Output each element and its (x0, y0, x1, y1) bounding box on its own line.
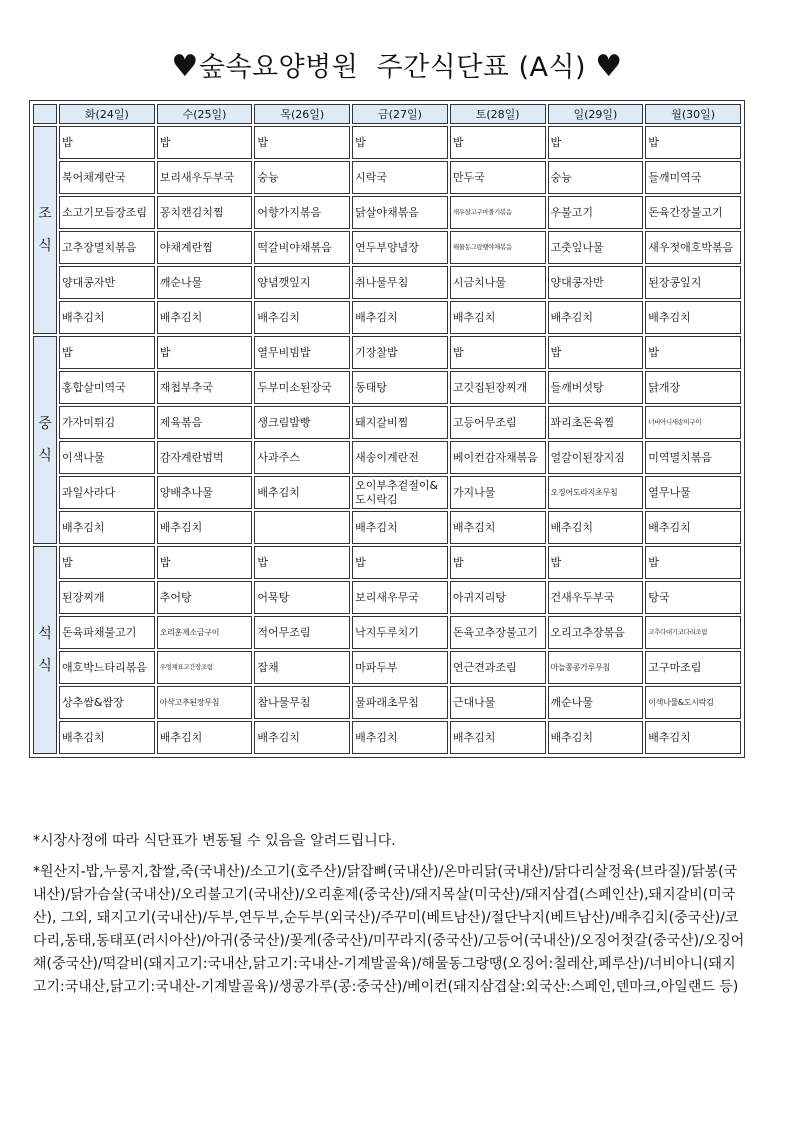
menu-cell: 오징어도라지초무침 (548, 476, 644, 509)
menu-cell: 두부미소된장국 (254, 371, 350, 404)
day-header: 목(26일) (254, 104, 350, 124)
menu-cell: 시락국 (352, 161, 448, 194)
menu-row (33, 266, 741, 299)
menu-cell: 미역멸치볶음 (645, 441, 741, 474)
menu-cell: 사과주스 (254, 441, 350, 474)
menu-row (33, 616, 741, 649)
notes-section (33, 830, 745, 1007)
menu-cell: 배추김치 (450, 511, 546, 544)
menu-cell: 밥 (59, 546, 155, 579)
menu-row (33, 336, 741, 369)
menu-cell: 해물동그랑땡야채볶음 (450, 231, 546, 264)
menu-cell: 탕국 (645, 581, 741, 614)
menu-cell: 양념깻잎지 (254, 266, 350, 299)
meal-label (33, 336, 57, 544)
menu-cell: 밥 (645, 336, 741, 369)
menu-cell: 배추김치 (352, 511, 448, 544)
meal-label-bottom: 식 (38, 448, 52, 464)
menu-cell: 열무나물 (645, 476, 741, 509)
menu-cell: 베이컨감자채볶음 (450, 441, 546, 474)
menu-cell: 배추김치 (645, 301, 741, 334)
meal-label-top: 조 (38, 206, 52, 222)
menu-cell: 밥 (254, 126, 350, 159)
menu-cell: 배추김치 (645, 721, 741, 754)
menu-cell: 오리훈제소금구이 (157, 616, 253, 649)
menu-cell: 배추김치 (157, 721, 253, 754)
menu-cell: 고깃집된장찌개 (450, 371, 546, 404)
menu-row (33, 686, 741, 719)
menu-cell: 깨순나물 (548, 686, 644, 719)
menu-cell: 낙지두루치기 (352, 616, 448, 649)
menu-cell: 고추장멸치볶음 (59, 231, 155, 264)
menu-cell: 이색나물 (59, 441, 155, 474)
menu-cell: 아귀지리탕 (450, 581, 546, 614)
menu-cell: 이색나물&도시락김 (645, 686, 741, 719)
menu-cell: 들깨미역국 (645, 161, 741, 194)
menu-row (33, 161, 741, 194)
menu-cell: 밥 (352, 546, 448, 579)
heart-left-icon: ♥ (171, 49, 199, 84)
menu-cell: 배추김치 (645, 511, 741, 544)
menu-cell: 밥 (254, 546, 350, 579)
menu-cell: 취나물무침 (352, 266, 448, 299)
menu-cell: 건새우두부국 (548, 581, 644, 614)
menu-cell: 밥 (450, 546, 546, 579)
menu-cell: 어향가지볶음 (254, 196, 350, 229)
menu-cell: 상추쌈&쌈장 (59, 686, 155, 719)
day-header: 금(27일) (352, 104, 448, 124)
menu-cell: 아삭고추된장무침 (157, 686, 253, 719)
menu-cell: 밥 (548, 336, 644, 369)
menu-cell: 배추김치 (254, 476, 350, 509)
menu-cell: 밥 (645, 126, 741, 159)
menu-cell: 배추김치 (548, 301, 644, 334)
menu-cell: 보리새우무국 (352, 581, 448, 614)
menu-cell: 밥 (157, 546, 253, 579)
menu-row (33, 301, 741, 334)
menu-cell: 닭개장 (645, 371, 741, 404)
menu-cell: 양배추나물 (157, 476, 253, 509)
menu-row (33, 721, 741, 754)
day-header: 화(24일) (59, 104, 155, 124)
menu-cell: 오리고추장볶음 (548, 616, 644, 649)
menu-row (33, 371, 741, 404)
menu-cell: 너비아니새송이구이 (645, 406, 741, 439)
menu-row (33, 231, 741, 264)
menu-cell: 얼갈이된장지짐 (548, 441, 644, 474)
meal-label-top: 석 (38, 626, 52, 642)
menu-cell: 동태탕 (352, 371, 448, 404)
menu-cell: 기장찰밥 (352, 336, 448, 369)
menu-cell: 근대나물 (450, 686, 546, 719)
menu-cell: 깨순나물 (157, 266, 253, 299)
menu-cell: 가지나물 (450, 476, 546, 509)
notice-text: *시장사정에 따라 식단표가 변동될 수 있음을 알려드립니다. (33, 833, 396, 849)
menu-cell: 밥 (548, 126, 644, 159)
menu-cell: 밥 (352, 126, 448, 159)
menu-cell: 양대콩자반 (59, 266, 155, 299)
weekly-menu-table (31, 102, 743, 756)
menu-cell: 밥 (157, 126, 253, 159)
menu-cell: 물파래초무침 (352, 686, 448, 719)
menu-cell: 생크림밤빵 (254, 406, 350, 439)
menu-cell: 시금치나물 (450, 266, 546, 299)
menu-cell: 밥 (548, 546, 644, 579)
menu-cell: 배추김치 (352, 721, 448, 754)
menu-cell: 돈육고추장불고기 (450, 616, 546, 649)
menu-cell: 배추김치 (59, 301, 155, 334)
menu-cell: 밥 (59, 336, 155, 369)
menu-cell: 우엉채표고간장조림 (157, 651, 253, 684)
title-text: 숲속요양병원 주간식단표 (A식) (198, 52, 587, 83)
menu-cell: 잡채 (254, 651, 350, 684)
menu-cell: 우불고기 (548, 196, 644, 229)
menu-cell: 돈육파채불고기 (59, 616, 155, 649)
menu-cell: 소고기모듬장조림 (59, 196, 155, 229)
menu-row (33, 476, 741, 509)
menu-cell: 꽈리초돈육찜 (548, 406, 644, 439)
menu-row (33, 406, 741, 439)
menu-cell: 열무비빔밥 (254, 336, 350, 369)
menu-cell: 과일사라다 (59, 476, 155, 509)
menu-cell: 들깨버섯탕 (548, 371, 644, 404)
menu-row (33, 581, 741, 614)
menu-cell: 만두국 (450, 161, 546, 194)
weekly-menu-frame (29, 100, 745, 758)
menu-cell: 배추김치 (254, 301, 350, 334)
menu-cell: 돼지갈비찜 (352, 406, 448, 439)
menu-cell: 양대콩자반 (548, 266, 644, 299)
heart-right-icon: ♥ (595, 49, 623, 84)
menu-cell: 고춧잎나물 (548, 231, 644, 264)
meal-label (33, 126, 57, 334)
day-header: 수(25일) (157, 104, 253, 124)
day-header: 토(28일) (450, 104, 546, 124)
menu-cell: 재첩부추국 (157, 371, 253, 404)
menu-cell: 떡갈비야채볶음 (254, 231, 350, 264)
menu-cell: 밥 (157, 336, 253, 369)
menu-cell: 밥 (450, 126, 546, 159)
menu-cell: 배추김치 (254, 721, 350, 754)
menu-cell: 밥 (450, 336, 546, 369)
meal-label-bottom: 식 (38, 658, 52, 674)
menu-row (33, 126, 741, 159)
menu-cell: 참나물무침 (254, 686, 350, 719)
menu-cell: 오이부추겉절이&도시락김 (352, 476, 448, 509)
menu-cell: 야채계란찜 (157, 231, 253, 264)
menu-cell: 고등어무조림 (450, 406, 546, 439)
day-header: 일(29일) (548, 104, 644, 124)
menu-cell: 돈육간장불고기 (645, 196, 741, 229)
menu-cell: 마늘쫑콩가루무침 (548, 651, 644, 684)
menu-cell: 배추김치 (548, 721, 644, 754)
menu-cell: 된장콩잎지 (645, 266, 741, 299)
menu-cell: 북어채계란국 (59, 161, 155, 194)
menu-cell: 고추다대기코다리조림 (645, 616, 741, 649)
menu-cell: 감자계란범벅 (157, 441, 253, 474)
menu-cell: 숭늉 (548, 161, 644, 194)
meal-label-bottom: 식 (38, 238, 52, 254)
meal-label (33, 546, 57, 754)
menu-cell: 새송이계란전 (352, 441, 448, 474)
menu-cell (254, 511, 350, 544)
menu-cell: 배추김치 (352, 301, 448, 334)
menu-cell: 새우살고구마줄기볶음 (450, 196, 546, 229)
meal-label-top: 중 (38, 416, 52, 432)
menu-row (33, 546, 741, 579)
day-header: 월(30일) (645, 104, 741, 124)
menu-row (33, 511, 741, 544)
menu-cell: 꽁치캔김치찜 (157, 196, 253, 229)
menu-cell: 마파두부 (352, 651, 448, 684)
menu-cell: 배추김치 (59, 721, 155, 754)
menu-cell: 제육볶음 (157, 406, 253, 439)
menu-cell: 연근견과조림 (450, 651, 546, 684)
menu-cell: 배추김치 (157, 301, 253, 334)
menu-cell: 가자미튀김 (59, 406, 155, 439)
menu-cell: 닭살야채볶음 (352, 196, 448, 229)
menu-cell: 밥 (645, 546, 741, 579)
menu-cell: 연두부양념장 (352, 231, 448, 264)
menu-cell: 배추김치 (450, 301, 546, 334)
origin-text: *원산지-밥,누룽지,찹쌀,죽(국내산)/소고기(호주산)/닭잡뼈(국내산)/온마리닭(국내산)/닭다리살정육(브라질)/닭봉(국내산)/닭가슴살(국내산)/오리불고기(국내산)/오리훈제(중국산)/돼지목살(미국산)/돼지삼겹(스페인산),돼지갈비(미국산), 그외, 돼지고기(국내산)/두부,연두부,순두부(외국산)/주꾸미(베트남산)/절단낙지(베트남산)/배추김치(중국산)/코다리,동태,동태포(러시아산)/아귀(중국산)/꽃게(중국산)/미꾸라지(중국산)/고등어(국내산)/오징어젓갈(중국산)/오징어채(중국산)/떡갈비(돼지고기:국내산,닭고기:국내산-기계발골육)/해물동그랑땡(오징어:칠레산,페루산)/너비아니(돼지고기:국내산,닭고기:국내산-기계발골육)/생콩가루(콩:중국산)/베이컨(돼지삼겹살:외국산:스페인,덴마크,아일랜드 등) (33, 864, 745, 995)
menu-cell: 된장찌개 (59, 581, 155, 614)
menu-cell: 배추김치 (548, 511, 644, 544)
menu-cell: 새우젓애호박볶음 (645, 231, 741, 264)
menu-cell: 배추김치 (157, 511, 253, 544)
menu-cell: 추어탕 (157, 581, 253, 614)
menu-row (33, 651, 741, 684)
menu-cell: 밥 (59, 126, 155, 159)
day-header-row (33, 104, 741, 124)
menu-cell: 배추김치 (59, 511, 155, 544)
menu-cell: 애호박느타리볶음 (59, 651, 155, 684)
corner-cell (33, 104, 57, 124)
menu-body (33, 126, 741, 754)
page-title (0, 47, 794, 88)
menu-cell: 숭늉 (254, 161, 350, 194)
menu-cell: 보리새우두부국 (157, 161, 253, 194)
menu-cell: 홍합살미역국 (59, 371, 155, 404)
menu-cell: 적어무조림 (254, 616, 350, 649)
menu-cell: 배추김치 (450, 721, 546, 754)
menu-row (33, 441, 741, 474)
menu-cell: 어묵탕 (254, 581, 350, 614)
menu-cell: 고구마조림 (645, 651, 741, 684)
menu-row (33, 196, 741, 229)
